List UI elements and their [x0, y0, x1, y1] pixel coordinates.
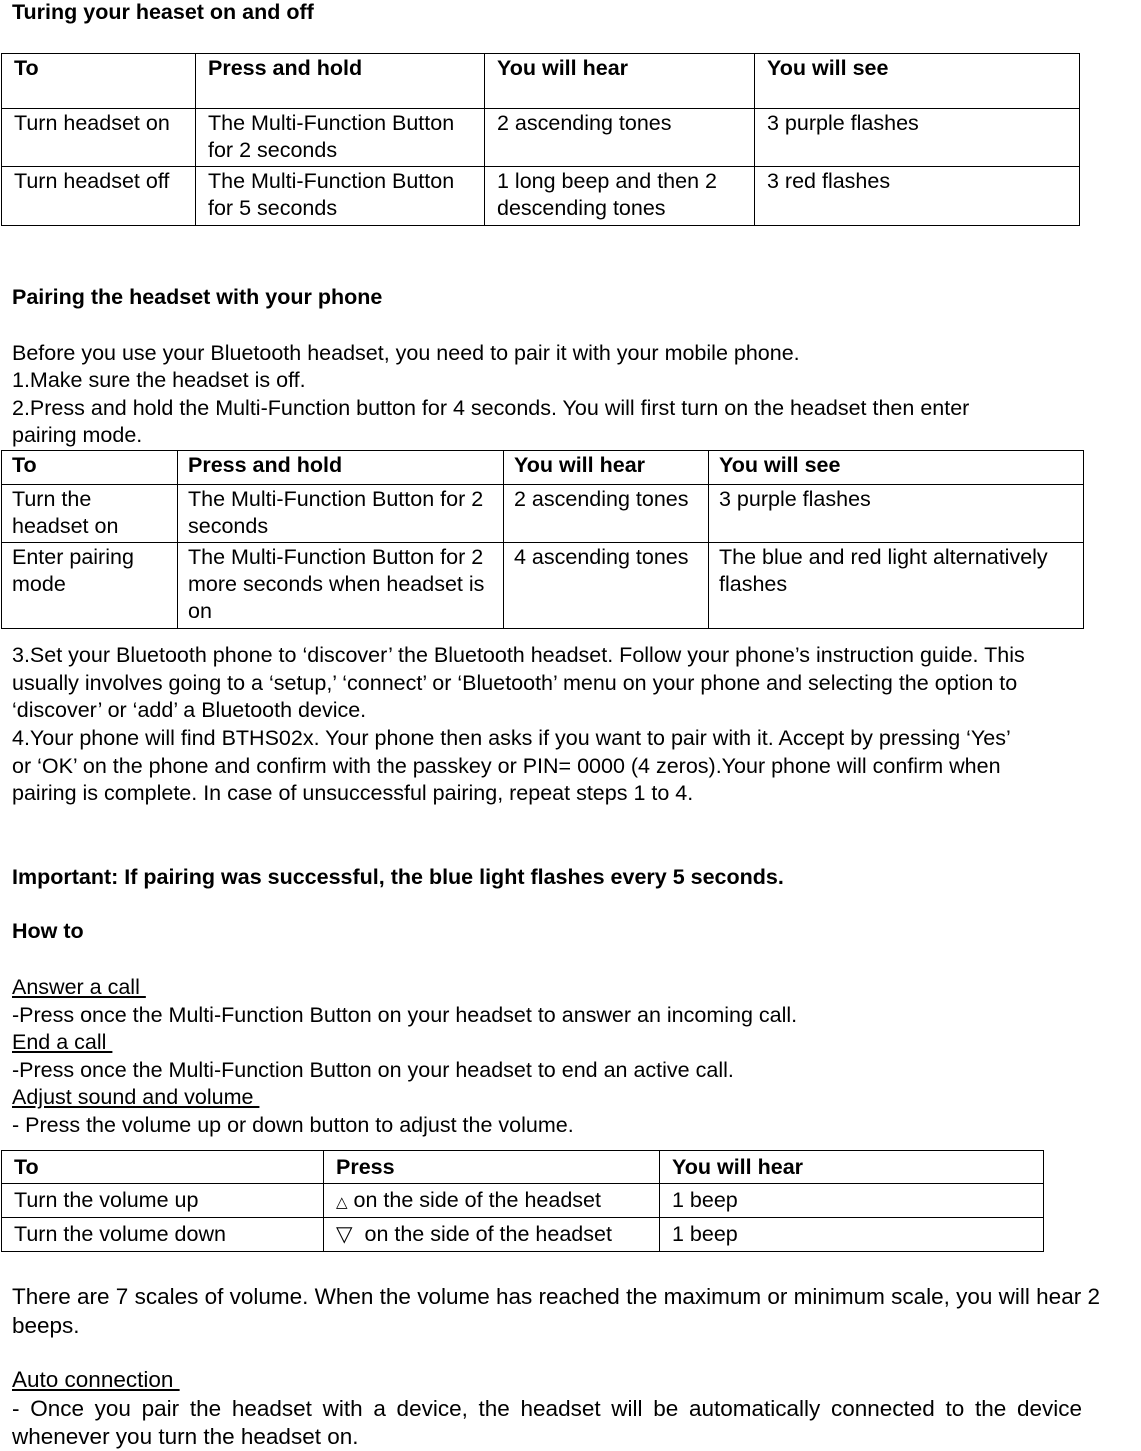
cell-press	[324, 1218, 660, 1252]
answer-call-title: Answer a call	[12, 975, 146, 999]
triangle-up-icon: △	[336, 1194, 348, 1211]
adjust-volume-text: - Press the volume up or down button to adjust the volume.	[12, 1113, 574, 1137]
pairing-step-4-cont: pairing is complete. In case of unsuccessful pairing, repeat steps 1 to 4.	[12, 781, 694, 805]
pairing-step-4-cont: or ‘OK’ on the phone and confirm with the passkey or PIN= 0000 (4 zeros).Your phone will confirm when	[12, 754, 1001, 778]
heading-pairing: Pairing the headset with your phone	[12, 285, 383, 309]
pairing-table-header	[2, 451, 1084, 485]
pairing-step-4: 4.Your phone will find BTHS02x. Your phone then asks if you want to pair with it. Accept by pressing ‘Yes’	[12, 726, 1011, 750]
pairing-step-3: 3.Set your Bluetooth phone to ‘discover’ the Bluetooth headset. Follow your phone’s instruction guide. This	[12, 643, 1025, 667]
cell-press-text: on the side of the headset	[352, 1222, 612, 1246]
table-row	[2, 167, 1080, 226]
cell-see: 3 red flashes	[755, 167, 1080, 226]
cell-hear: 2 ascending tones	[504, 485, 709, 543]
end-call-text: -Press once the Multi-Function Button on your headset to end an active call.	[12, 1058, 734, 1082]
cell-see: The blue and red light alternatively flashes	[709, 543, 1084, 629]
table-row	[2, 485, 1084, 543]
pairing-step-3-cont: usually involves going to a ‘setup,’ ‘connect’ or ‘Bluetooth’ menu on your phone and selecting the option to	[12, 671, 1018, 695]
cell-press: The Multi-Function Button for 2 seconds	[196, 109, 485, 167]
auto-connection-text: - Once you pair the headset with a device, the headset will be automatically connected to the device whenever you turn the headset on.	[12, 1396, 1082, 1449]
header-press-and-hold: Press and hold	[178, 451, 504, 485]
pairing-step-2-cont: pairing mode.	[12, 423, 143, 447]
end-call-title: End a call	[12, 1030, 113, 1054]
heading-turning-on-off: Turing your heaset on and off	[12, 0, 314, 24]
header-press: Press	[324, 1151, 660, 1184]
cell-hear: 2 ascending tones	[485, 109, 755, 167]
header-you-will-hear: You will hear	[504, 451, 709, 485]
header-you-will-see: You will see	[709, 451, 1084, 485]
table-row	[2, 543, 1084, 629]
pairing-intro-line: Before you use your Bluetooth headset, you need to pair it with your mobile phone.	[12, 341, 800, 365]
cell-press-text: on the side of the headset	[347, 1188, 601, 1212]
triangle-down-icon: ▽	[336, 1222, 353, 1246]
header-you-will-hear: You will hear	[485, 54, 755, 109]
header-press-and-hold: Press and hold	[196, 54, 485, 109]
header-to: To	[2, 451, 178, 485]
cell-to: Turn the volume down	[2, 1218, 324, 1252]
cell-press	[324, 1184, 660, 1218]
cell-to: Turn headset off	[2, 167, 196, 226]
important-note: Important: If pairing was successful, the blue light flashes every 5 seconds.	[12, 865, 784, 889]
header-to: To	[2, 1151, 324, 1184]
cell-to: Enter pairing mode	[2, 543, 178, 629]
table-row	[2, 1218, 1044, 1252]
volume-scales-text: There are 7 scales of volume. When the volume has reached the maximum or minimum scale, you will hear 2 beeps.	[12, 1284, 1100, 1338]
cell-hear: 1 beep	[660, 1184, 1044, 1218]
adjust-volume-title: Adjust sound and volume	[12, 1085, 260, 1109]
power-table	[1, 53, 1080, 226]
heading-how-to: How to	[12, 919, 84, 943]
pairing-step-3-cont: ‘discover’ or ‘add’ a Bluetooth device.	[12, 698, 367, 722]
cell-press: The Multi-Function Button for 2 seconds	[178, 485, 504, 543]
pairing-step-1: 1.Make sure the headset is off.	[12, 368, 306, 392]
cell-press: The Multi-Function Button for 2 more seconds when headset is on	[178, 543, 504, 629]
auto-connection-title: Auto connection	[12, 1367, 180, 1392]
volume-table-header	[2, 1151, 1044, 1184]
cell-hear: 1 long beep and then 2 descending tones	[485, 167, 755, 226]
table-row	[2, 109, 1080, 167]
cell-hear: 4 ascending tones	[504, 543, 709, 629]
cell-to: Turn the headset on	[2, 485, 178, 543]
header-to: To	[2, 54, 196, 109]
cell-to: Turn headset on	[2, 109, 196, 167]
table-row	[2, 1184, 1044, 1218]
answer-call-text: -Press once the Multi-Function Button on your headset to answer an incoming call.	[12, 1003, 798, 1027]
cell-hear: 1 beep	[660, 1218, 1044, 1252]
cell-press: The Multi-Function Button for 5 seconds	[196, 167, 485, 226]
cell-see: 3 purple flashes	[709, 485, 1084, 543]
pairing-table	[1, 450, 1084, 629]
volume-table	[1, 1150, 1044, 1252]
cell-to: Turn the volume up	[2, 1184, 324, 1218]
power-table-header	[2, 54, 1080, 109]
header-you-will-hear: You will hear	[660, 1151, 1044, 1184]
header-you-will-see: You will see	[755, 54, 1080, 109]
cell-see: 3 purple flashes	[755, 109, 1080, 167]
pairing-step-2: 2.Press and hold the Multi-Function button for 4 seconds. You will first turn on the headset then enter	[12, 396, 970, 420]
